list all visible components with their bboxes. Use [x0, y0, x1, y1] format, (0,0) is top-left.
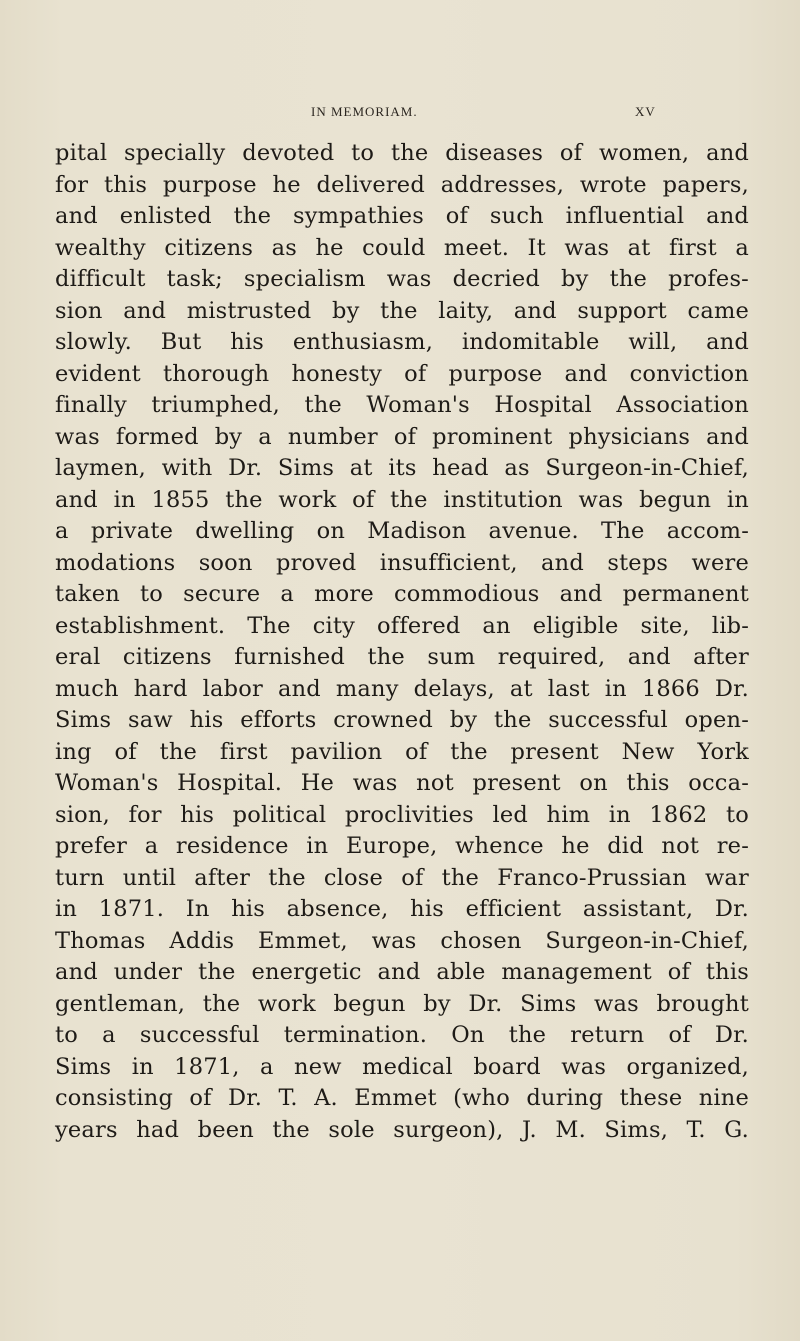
- text-line: and enlisted the sympathies of such influential and: [55, 203, 749, 229]
- text-line: a private dwelling on Madison avenue. The accom-: [55, 518, 749, 544]
- text-line: slowly. But his enthusiasm, indomitable will, and: [55, 329, 749, 355]
- text-line: much hard labor and many delays, at last in 1866 Dr.: [55, 675, 749, 702]
- text-line: evident thorough honesty of purpose and conviction: [55, 360, 749, 387]
- text-line: years had been the sole surgeon), J. M. Sims, T. G.: [55, 1116, 749, 1143]
- text-line: eral citizens furnished the sum required, and after: [55, 644, 749, 670]
- text-line: Sims in 1871, a new medical board was organized,: [55, 1053, 749, 1080]
- text-line: laymen, with Dr. Sims at its head as Surgeon-in-Chief,: [55, 455, 749, 481]
- text-line: pital specially devoted to the diseases of women, and: [55, 140, 749, 166]
- text-line: Sims saw his efforts crowned by the successful open-: [55, 707, 749, 733]
- text-line: sion, for his political proclivities led him in 1862 to: [55, 801, 749, 828]
- text-line: taken to secure a more commodious and permanent: [55, 581, 749, 607]
- text-line: establishment. The city offered an eligible site, lib-: [55, 612, 749, 639]
- text-line: and in 1855 the work of the institution was begun in: [55, 486, 749, 513]
- text-line: finally triumphed, the Woman's Hospital Association: [55, 392, 749, 418]
- text-line: turn until after the close of the Franco-Prussian war: [55, 864, 749, 891]
- text-line: consisting of Dr. T. A. Emmet (who during these nine: [55, 1085, 749, 1111]
- text-line: sion and mistrusted by the laity, and support came: [55, 297, 749, 324]
- text-line: for this purpose he delivered addresses, wrote papers,: [55, 171, 749, 198]
- text-line: wealthy citizens as he could meet. It was at first a: [55, 234, 749, 261]
- text-line: in 1871. In his absence, his efficient assistant, Dr.: [55, 896, 749, 922]
- text-line: modations soon proved insufficient, and steps were: [55, 549, 749, 576]
- text-line: prefer a residence in Europe, whence he did not re-: [55, 833, 749, 859]
- text-line: to a successful termination. On the return of Dr.: [55, 1022, 749, 1048]
- text-line: and under the energetic and able management of this: [55, 959, 749, 985]
- text-line: ing of the first pavilion of the present New York: [55, 738, 749, 765]
- running-title: IN MEMORIAM.: [311, 104, 418, 119]
- text-line: gentleman, the work begun by Dr. Sims was brought: [55, 990, 749, 1017]
- page-number: XV: [635, 104, 656, 119]
- body-paragraph: [55, 138, 760, 1146]
- text-line: difficult task; specialism was decried by the profes-: [55, 266, 749, 292]
- text-line: Woman's Hospital. He was not present on this occa-: [55, 770, 749, 796]
- text-line: Thomas Addis Emmet, was chosen Surgeon-in-Chief,: [55, 927, 749, 954]
- running-head: [60, 100, 740, 124]
- text-line: was formed by a number of prominent physicians and: [55, 423, 749, 450]
